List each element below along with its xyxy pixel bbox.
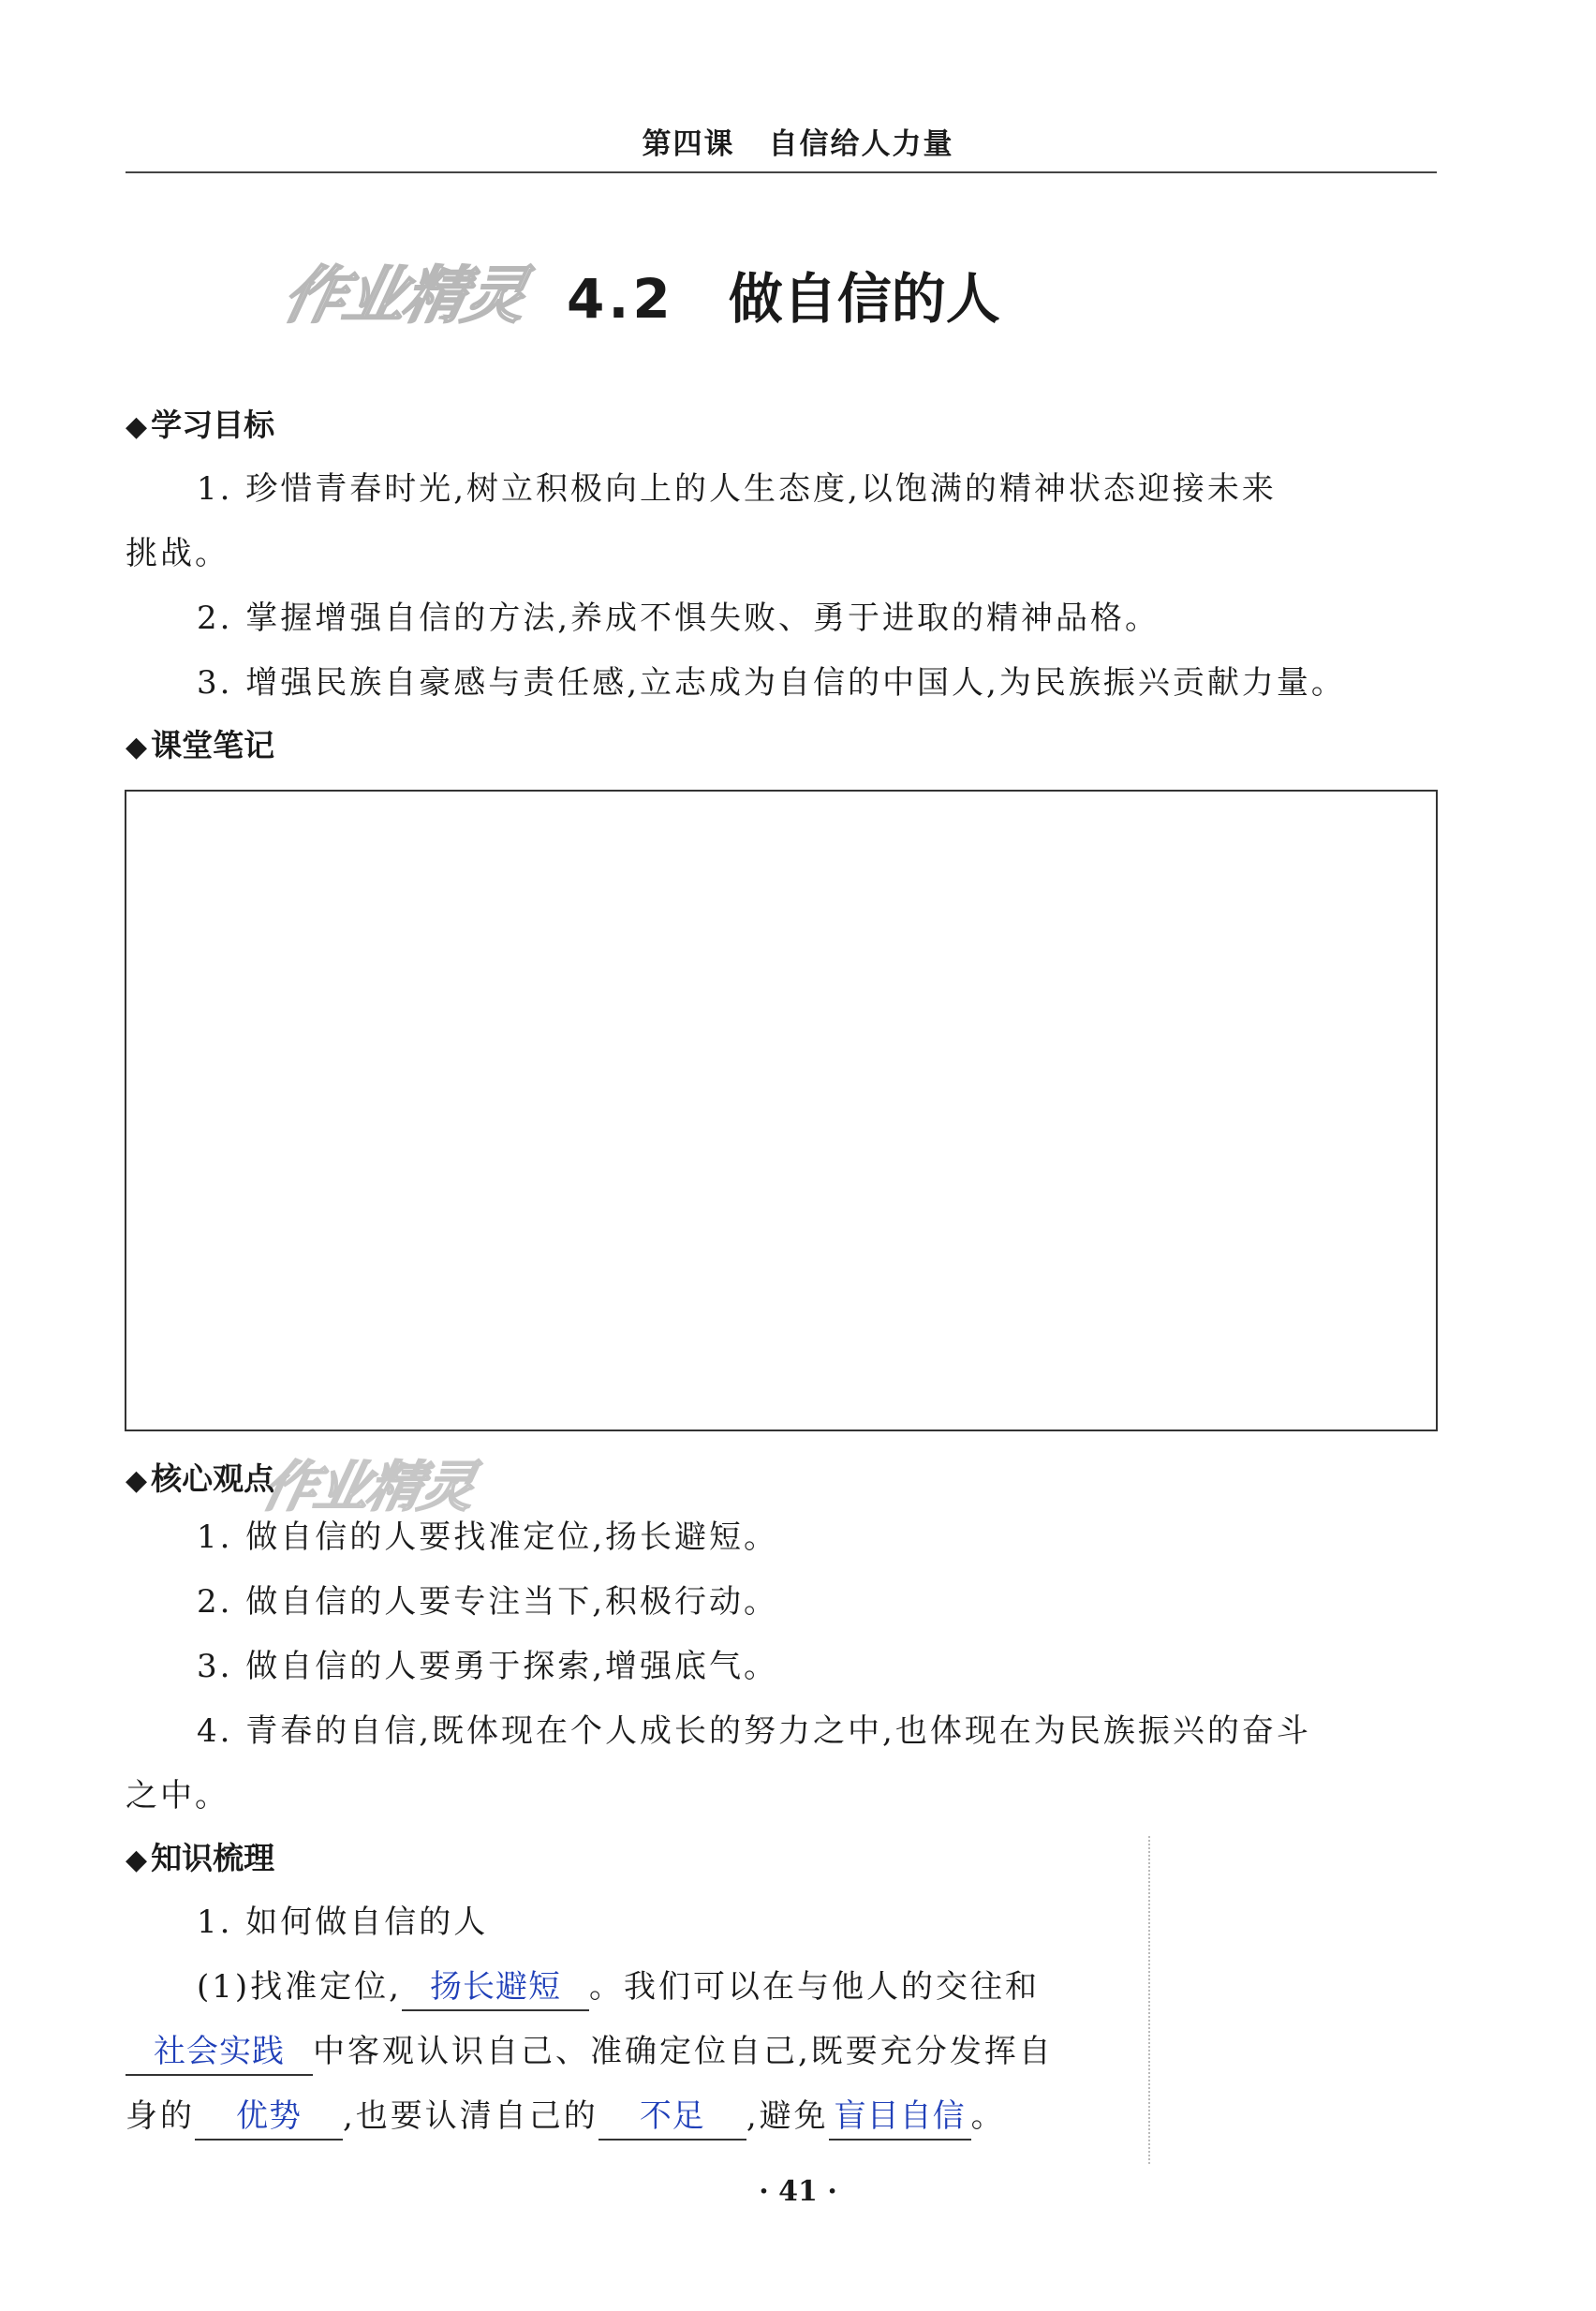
goal-item: 2. 掌握增强自信的方法,养成不惧失败、勇于进取的精神品格。	[197, 600, 1160, 637]
page-number: · 41 ·	[759, 2175, 837, 2208]
core-point-item: 2. 做自信的人要专注当下,积极行动。	[197, 1583, 779, 1621]
section-title	[567, 255, 1000, 333]
knowledge-heading	[126, 1834, 274, 1878]
heading-text: 学习目标	[151, 407, 275, 443]
section-name: 做自信的人	[728, 267, 1000, 331]
answer-blank: 不足	[598, 2094, 746, 2141]
header-rule	[126, 171, 1437, 173]
running-head	[0, 120, 1596, 162]
answer-blank: 社会实践	[126, 2029, 313, 2076]
answer-blank: 扬长避短	[402, 1964, 589, 2011]
text-segment: ,也要认清自己的	[343, 2097, 598, 2135]
core-point-item: 3. 做自信的人要勇于探索,增强底气。	[197, 1648, 779, 1685]
knowledge-line	[126, 2083, 1006, 2149]
text-segment: 身的	[126, 2097, 195, 2135]
dotted-divider	[1148, 1836, 1150, 2164]
diamond-bullet-icon: ◆	[126, 1844, 148, 1876]
diamond-bullet-icon: ◆	[126, 731, 148, 763]
core-point-item: 4. 青春的自信,既体现在个人成长的努力之中,也体现在为民族振兴的奋斗	[197, 1712, 1311, 1750]
learning-goals-heading	[126, 401, 274, 445]
goal-item: 1. 珍惜青春时光,树立积极向上的人生态度,以饱满的精神状态迎接未来	[197, 470, 1277, 508]
knowledge-subheading: 1. 如何做自信的人	[197, 1904, 489, 1941]
answer-blank: 盲目自信	[829, 2094, 971, 2141]
goal-item: 3. 增强民族自豪感与责任感,立志成为自信的中国人,为民族振兴贡献力量。	[197, 664, 1346, 702]
lesson-number: 第四课	[642, 127, 735, 161]
goal-item-continued: 挑战。	[126, 535, 229, 572]
text-segment: 中客观认识自己、准确定位自己,既要充分发挥自	[313, 2033, 1054, 2070]
text-segment: ,避免	[746, 2097, 829, 2135]
heading-text: 课堂笔记	[151, 727, 275, 763]
knowledge-line	[197, 1954, 1040, 2020]
section-number: 4.2	[567, 267, 674, 331]
text-segment: 。我们可以在与他人的交往和	[588, 1968, 1040, 2006]
text-segment: (1)找准定位,	[197, 1968, 402, 2006]
answer-blank: 优势	[195, 2094, 343, 2141]
heading-text: 知识梳理	[151, 1840, 275, 1876]
lesson-title: 自信给人力量	[768, 127, 954, 161]
heading-text: 核心观点	[151, 1460, 275, 1497]
diamond-bullet-icon: ◆	[126, 410, 148, 443]
watermark-logo: 作业精灵	[276, 259, 532, 332]
core-points-heading	[126, 1455, 274, 1499]
class-notes-heading	[126, 721, 274, 765]
core-point-item: 1. 做自信的人要找准定位,扬长避短。	[197, 1518, 779, 1556]
core-point-item-continued: 之中。	[126, 1777, 229, 1815]
watermark-logo: 作业精灵	[256, 1455, 480, 1518]
knowledge-line	[126, 2019, 1054, 2084]
text-segment: 。	[970, 2097, 1006, 2135]
diamond-bullet-icon: ◆	[126, 1464, 148, 1497]
class-notes-box[interactable]	[125, 790, 1438, 1431]
